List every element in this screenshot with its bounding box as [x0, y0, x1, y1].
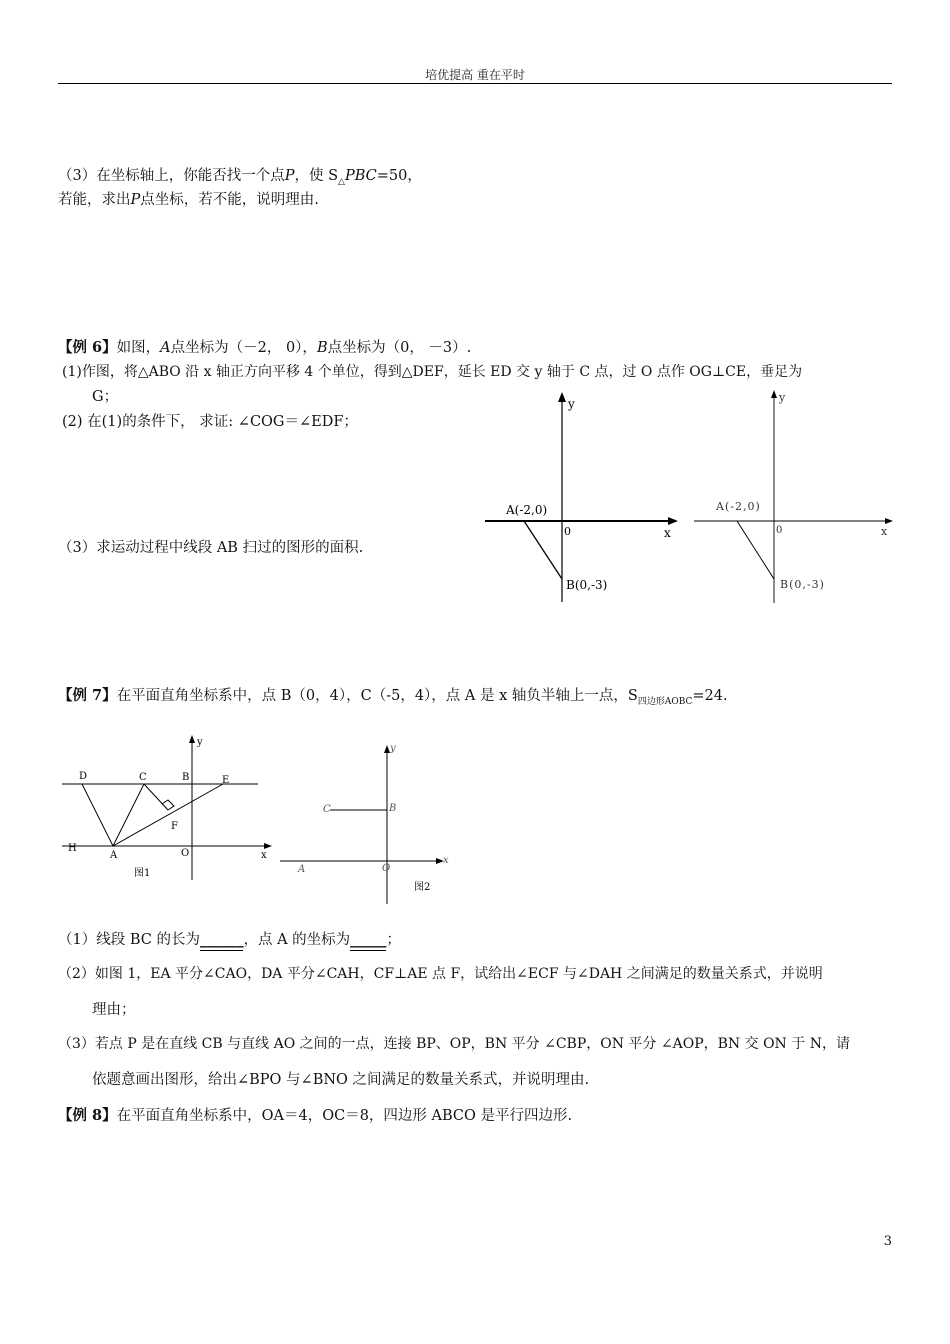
answer-blank: ______	[200, 930, 244, 951]
y-arrow-icon	[771, 390, 777, 398]
header-rule	[58, 83, 892, 84]
point-b-label: B(0,-3)	[780, 578, 825, 591]
x-label: x	[443, 855, 449, 866]
ex7-q3: （3）若点 P 是在直线 CB 与直线 AO 之间的一点，连接 BP、OP，BN 平分 ∠CBP，ON 平分 ∠AOP，BN 交 ON 于 N，请	[58, 1036, 850, 1052]
segment-ab	[737, 521, 774, 579]
q3-text: （3）在坐标轴上，你能否找一个点	[58, 168, 285, 184]
q3-pbc: PBC	[344, 168, 377, 184]
ex7-figure-2	[278, 740, 450, 906]
ex7-q1-text: ；	[386, 932, 401, 948]
figure-caption: 图2	[414, 882, 431, 893]
q3-text: 点坐标，若不能，说明理由.	[140, 192, 319, 208]
y-arrow-icon	[189, 735, 195, 743]
q3-text: =50，	[376, 168, 422, 184]
ex8-text: 在平面直角坐标系中，OA＝4，OC＝8，四边形 ABCO 是平行四边形.	[116, 1108, 573, 1124]
q3-text: ，使 S	[294, 168, 339, 184]
ex6-figure-1	[480, 390, 680, 605]
origin-label: 0	[564, 525, 571, 538]
q3-line2	[58, 190, 319, 210]
x-label: x	[261, 850, 267, 861]
y-label: y	[779, 391, 786, 404]
q3-point-p: P	[130, 192, 141, 208]
q3-text: 若能，求出	[58, 192, 131, 208]
ex7-sub: 四边形AOBC	[637, 696, 693, 707]
ex7-intro	[58, 686, 728, 712]
ex6-figure-2	[690, 388, 898, 606]
point-b-label: B(0,-3)	[566, 578, 608, 592]
origin-label: O	[382, 863, 391, 874]
ex8-tag: 【例 8】	[58, 1107, 117, 1124]
ex6-tag: 【例 6】	[58, 339, 117, 356]
ex6-part3: （3）求运动过程中线段 AB 扫过的图形的面积.	[58, 540, 364, 556]
ex8-intro	[58, 1106, 572, 1126]
y-arrow-icon	[558, 392, 566, 402]
ex7-q1-text: ，点 A 的坐标为	[243, 932, 351, 948]
x-arrow-icon	[668, 517, 678, 525]
segment-ab	[524, 521, 562, 579]
point-b-label: B	[182, 772, 190, 783]
answer-blank: _____	[350, 930, 386, 951]
q3-point-p: P	[284, 168, 295, 184]
point-a-label: A(-2,0)	[506, 503, 548, 517]
point-d-label: D	[79, 771, 88, 782]
line-cf	[144, 784, 168, 810]
x-arrow-icon	[885, 518, 893, 524]
ex6-text: 点坐标为（－2， 0），	[170, 340, 317, 356]
q3-line1	[58, 166, 422, 192]
figure-caption: 图1	[134, 868, 151, 879]
ex6-point-b: B	[316, 340, 328, 356]
ex6-text: 如图，	[116, 340, 161, 356]
ex6-intro	[58, 338, 471, 358]
line-da	[82, 784, 113, 846]
x-label: x	[664, 526, 671, 540]
q3-sub: △	[338, 176, 345, 187]
point-b-label: B	[389, 803, 397, 814]
ex7-text: 在平面直角坐标系中，点 B（0，4），C（-5，4），点 A 是 x 轴负半轴上一点，S	[116, 688, 638, 704]
ex7-text: =24.	[692, 688, 728, 704]
page-header: 培优提高 重在平时	[425, 68, 525, 82]
ex7-figure-1	[58, 730, 276, 882]
ex6-part2: (2) 在(1)的条件下， 求证: ∠COG＝∠EDF；	[62, 414, 358, 430]
ex7-tag: 【例 7】	[58, 687, 117, 704]
y-label: y	[197, 737, 203, 748]
ex7-q3-cont: 依题意画出图形，给出∠BPO 与∠BNO 之间满足的数量关系式，并说明理由.	[92, 1072, 590, 1088]
point-a-label: A	[110, 850, 118, 861]
ex6-part1: (1)作图，将△ABO 沿 x 轴正方向平移 4 个单位，得到△DEF，延长 ED 交 y 轴于 C 点，过 O 点作 OG⊥CE，垂足为	[62, 364, 803, 380]
y-label: y	[390, 743, 396, 754]
ex7-q1	[58, 930, 401, 951]
ex6-text: 点坐标为（0， －3）.	[327, 340, 472, 356]
x-label: x	[881, 525, 888, 538]
y-label: y	[568, 397, 575, 411]
point-h-label: H	[68, 843, 77, 854]
line-ae	[113, 784, 223, 846]
page-number: 3	[883, 1234, 892, 1249]
ex6-part1-cont: G；	[92, 389, 119, 405]
point-a-label: A(-2,0)	[716, 500, 761, 513]
point-c-label: C	[323, 804, 331, 815]
point-a-label: A	[298, 864, 306, 875]
ex7-q1-text: （1）线段 BC 的长为	[58, 932, 200, 948]
ex6-point-a: A	[160, 340, 171, 356]
ex7-q2-cont: 理由；	[92, 1002, 136, 1018]
point-c-label: C	[139, 772, 147, 783]
ex7-q2: （2）如图 1，EA 平分∠CAO，DA 平分∠CAH，CF⊥AE 点 F，试给出∠ECF 与∠DAH 之间满足的数量关系式，并说明	[58, 966, 823, 982]
origin-label: O	[181, 848, 190, 859]
origin-label: 0	[776, 525, 783, 536]
point-f-label: F	[171, 821, 178, 832]
x-arrow-icon	[264, 843, 272, 849]
point-e-label: E	[222, 775, 230, 786]
